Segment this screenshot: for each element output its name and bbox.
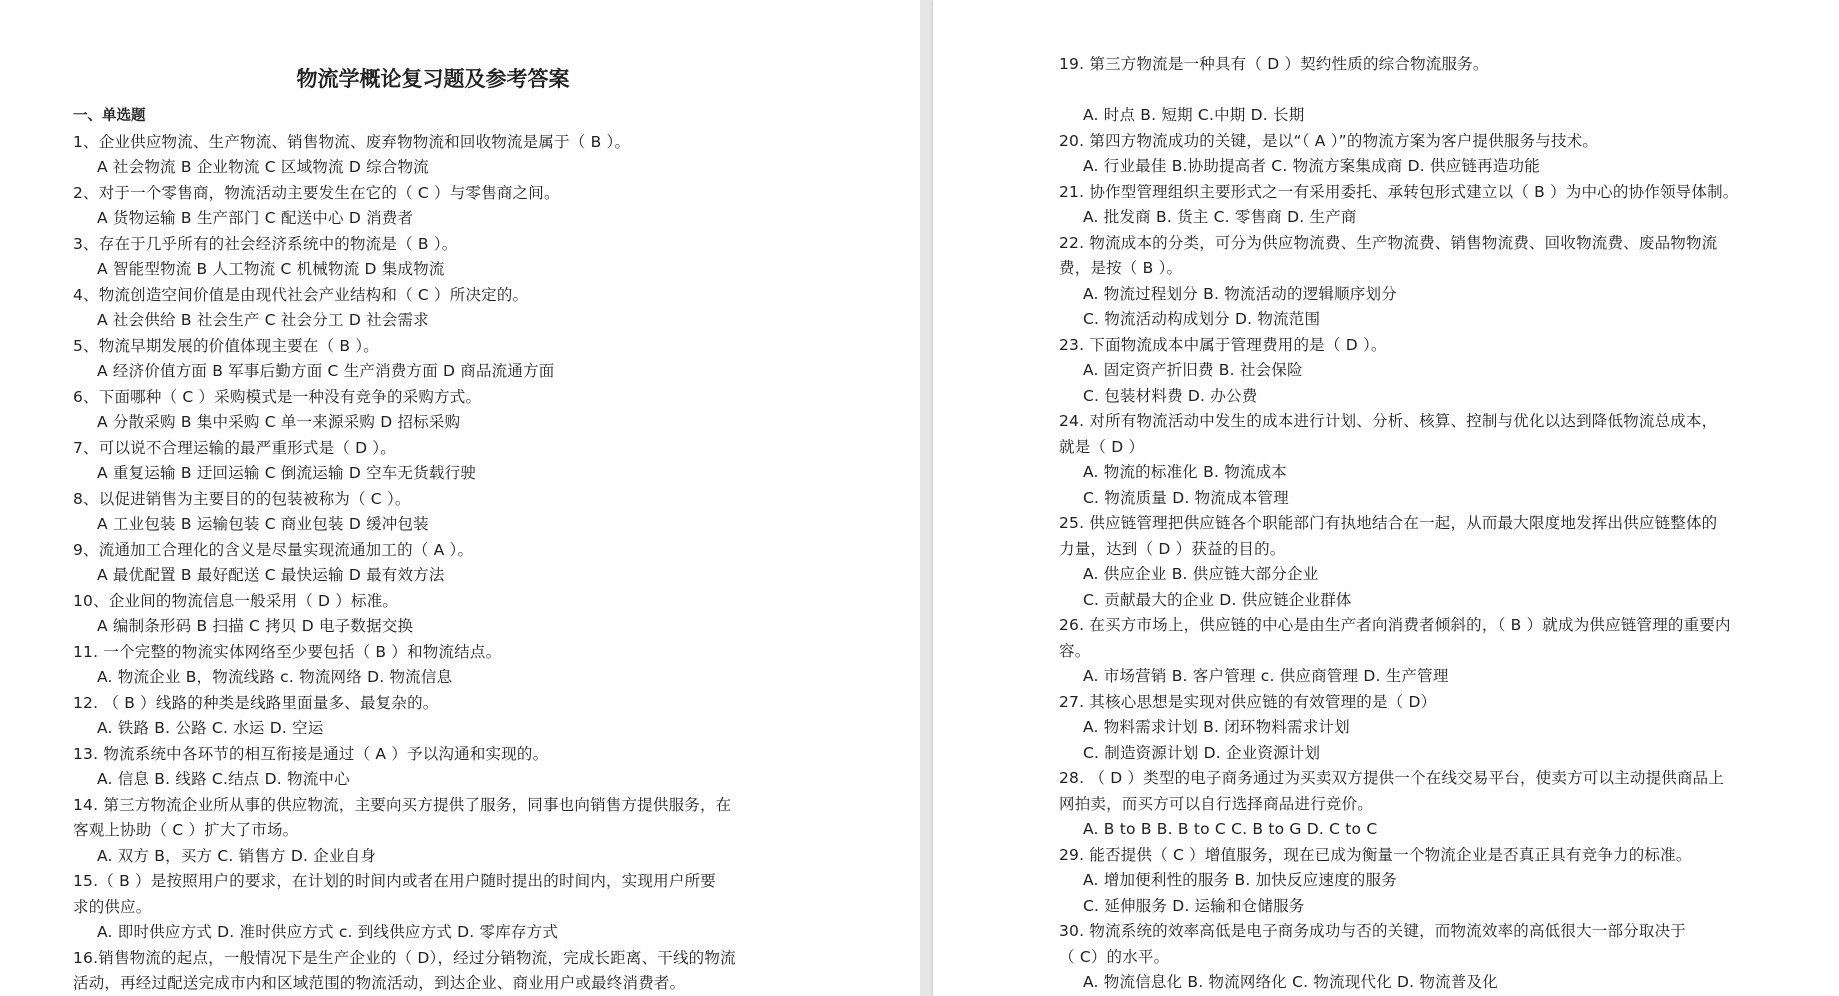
question-text-line: 7、可以说不合理运输的最严重形式是（ D ）。 (73, 438, 397, 457)
answer-options-line: A. 物流信息化 B. 物流网络化 C. 物流现代化 D. 物流普及化 (1083, 973, 1498, 991)
answer-options-line: A. 铁路 B. 公路 C. 水运 D. 空运 (97, 719, 324, 737)
answer-options-line: A. 时点 B. 短期 C.中期 D. 长期 (1083, 106, 1305, 124)
answer-options-line: A. 市场营销 B. 客户管理 c. 供应商管理 D. 生产管理 (1083, 667, 1449, 685)
section-heading: 一、单选题 (73, 108, 146, 124)
answer-options-line: A. B to B B. B to C C. B to G D. C to C (1083, 820, 1378, 838)
answer-options-line: A. 行业最佳 B.协助提高者 C. 物流方案集成商 D. 供应链再造功能 (1083, 157, 1540, 175)
answer-options-line: A. 供应企业 B. 供应链大部分企业 (1083, 565, 1319, 583)
answer-options-line: A. 双方 B，买方 C. 销售方 D. 企业自身 (97, 846, 377, 865)
answer-options-line: A. 物料需求计划 B. 闭环物料需求计划 (1083, 718, 1350, 736)
answer-options-line: A 社会物流 B 企业物流 C 区域物流 D 综合物流 (97, 158, 429, 176)
question-text-line: 网拍卖，而买方可以自行选择商品进行竞价。 (1059, 794, 1374, 813)
answer-options-line: A. 物流企业 B，物流线路 c. 物流网络 D. 物流信息 (97, 668, 453, 686)
document-title: 物流学概论复习题及参考答案 (296, 66, 570, 91)
question-text-line: 23. 下面物流成本中属于管理费用的是（ D ）。 (1059, 335, 1387, 354)
answer-options-line: C. 物流活动构成划分 D. 物流范围 (1083, 310, 1321, 328)
question-list-left (73, 130, 920, 996)
page-gutter (920, 0, 933, 996)
question-text-line: 29. 能否提供（ C ）增值服务，现在已成为衡量一个物流企业是否真正具有竞争力的标准。 (1059, 845, 1692, 864)
answer-options-line: A 经济价值方面 B 军事后勤方面 C 生产消费方面 D 商品流通方面 (97, 362, 555, 380)
question-text-line: 22. 物流成本的分类，可分为供应物流费、生产物流费、销售物流费、回收物流费、废品物物流 (1059, 233, 1718, 252)
answer-options-line: A 编制条形码 B 扫描 C 拷贝 D 电子数据交换 (97, 617, 414, 635)
answer-options-line: A. 即时供应方式 D. 准时供应方式 c. 到线供应方式 D. 零库存方式 (97, 923, 559, 941)
answer-options-line: A 工业包装 B 运输包装 C 商业包装 D 缓冲包装 (97, 515, 429, 533)
question-text-line: 14. 第三方物流企业所从事的供应物流，主要向买方提供了服务，同事也向销售方提供服务，在 (73, 795, 732, 814)
question-text-line: 就是（ D ） (1059, 437, 1145, 456)
question-text-line: 24. 对所有物流活动中发生的成本进行计划、分析、核算、控制与优化以达到降低物流总成本， (1059, 412, 1718, 430)
question-text-line: 12. （ B ）线路的种类是线路里面量多、最复杂的。 (73, 693, 439, 712)
answer-options-line: C. 贡献最大的企业 D. 供应链企业群体 (1083, 590, 1352, 609)
question-text-line: 3、存在于几乎所有的社会经济系统中的物流是（ B ）。 (73, 234, 458, 253)
question-text-line: 20. 第四方物流成功的关键，是以“（ A ）”的物流方案为客户提供服务与技术。 (1059, 131, 1599, 150)
answer-options-line: A 社会供给 B 社会生产 C 社会分工 D 社会需求 (97, 311, 429, 329)
question-text-line: 力量，达到（ D ）获益的目的。 (1059, 539, 1286, 558)
question-text-line: 16.销售物流的起点，一般情况下是生产企业的（ D），经过分销物流，完成长距离、干线的物流 (73, 948, 736, 967)
document-page-right (933, 0, 1839, 996)
question-text-line: 30. 物流系统的效率高低是电子商务成功与否的关键，而物流效率的高低很大一部分取决于 (1059, 922, 1686, 940)
question-text-line: 19. 第三方物流是一种具有（ D ）契约性质的综合物流服务。 (1059, 55, 1489, 73)
question-text-line: 6、下面哪种（ C ）采购模式是一种没有竞争的采购方式。 (73, 387, 482, 406)
question-text-line: 费，是按（ B ）。 (1059, 259, 1183, 277)
question-text-line: 9、流通加工合理化的含义是尽量实现流通加工的（ A ）。 (73, 540, 474, 559)
answer-options-line: C. 物流质量 D. 物流成本管理 (1083, 488, 1289, 507)
question-text-line: 25. 供应链管理把供应链各个职能部门有执地结合在一起，从而最大限度地发挥出供应链整体的 (1059, 514, 1718, 532)
answer-options-line: A 最优配置 B 最好配送 C 最快运输 D 最有效方法 (97, 566, 445, 584)
question-text-line: 活动，再经过配送完成市内和区域范围的物流活动，到达企业、商业用户或最终消费者。 (73, 974, 686, 992)
question-text-line: 26. 在买方市场上，供应链的中心是由生产者向消费者倾斜的，（ B ）就成为供应链管理的重要内 (1059, 616, 1731, 634)
question-text-line: 21. 协作型管理组织主要形式之一有采用委托、承转包形式建立以（ B ）为中心的协作领导体制。 (1059, 182, 1739, 201)
answer-options-line: A 货物运输 B 生产部门 C 配送中心 D 消费者 (97, 209, 414, 227)
answer-options-line: C. 制造资源计划 D. 企业资源计划 (1083, 743, 1321, 762)
answer-options-line: A. 固定资产折旧费 B. 社会保险 (1083, 361, 1303, 379)
question-text-line: 28. （ D ）类型的电子商务通过为买卖双方提供一个在线交易平台，使卖方可以主动提供商品上 (1059, 769, 1725, 787)
answer-options-line: A 重复运输 B 迂回运输 C 倒流运输 D 空车无货载行驶 (97, 464, 476, 482)
answer-options-line: A. 增加便利性的服务 B. 加快反应速度的服务 (1083, 871, 1397, 889)
question-text-line: 27. 其核心思想是实现对供应链的有效管理的是（ D） (1059, 692, 1437, 711)
question-text-line: 8、以促进销售为主要目的的包装被称为（ C ）。 (73, 489, 411, 508)
answer-options-line: A. 物流过程划分 B. 物流活动的逻辑顺序划分 (1083, 284, 1397, 303)
answer-options-line: A 分散采购 B 集中采购 C 单一来源采购 D 招标采购 (97, 413, 461, 431)
question-text-line: 容。 (1059, 641, 1091, 660)
answer-options-line: C. 包装材料费 D. 办公费 (1083, 386, 1258, 405)
question-text-line: 客观上协助（ C ）扩大了市场。 (73, 821, 299, 839)
answer-options-line: A. 批发商 B. 货主 C. 零售商 D. 生产商 (1083, 208, 1357, 226)
question-text-line: 4、物流创造空间价值是由现代社会产业结构和（ C ）所决定的。 (73, 285, 529, 304)
question-text-line: 求的供应。 (73, 897, 152, 916)
answer-options-line: A. 信息 B. 线路 C.结点 D. 物流中心 (97, 770, 350, 788)
answer-options-line: A. 物流的标准化 B. 物流成本 (1083, 463, 1288, 481)
question-text-line: 11. 一个完整的物流实体网络至少要包括（ B ）和物流结点。 (73, 642, 502, 661)
question-text-line: 1、企业供应物流、生产物流、销售物流、废弃物物流和回收物流是属于（ B ）。 (73, 132, 631, 151)
question-text-line: 2、对于一个零售商，物流活动主要发生在它的（ C ）与零售商之间。 (73, 183, 560, 202)
question-list-right (1059, 52, 1839, 996)
question-text-line: 15.（ B ）是按照用户的要求，在计划的时间内或者在用户随时提出的时间内，实现用户所要 (73, 872, 716, 890)
answer-options-line: A 智能型物流 B 人工物流 C 机械物流 D 集成物流 (97, 260, 445, 278)
blank-line (1059, 78, 1839, 104)
answer-options-line: C. 延伸服务 D. 运输和仓储服务 (1083, 896, 1305, 915)
question-text-line: 5、物流早期发展的价值体现主要在（ B ）。 (73, 336, 380, 355)
question-text-line: （ C）的水平。 (1059, 947, 1170, 966)
question-text-line: 13. 物流系统中各环节的相互衔接是通过（ A ）予以沟通和实现的。 (73, 744, 549, 763)
question-text-line: 10、企业间的物流信息一般采用（ D ）标准。 (73, 591, 399, 610)
